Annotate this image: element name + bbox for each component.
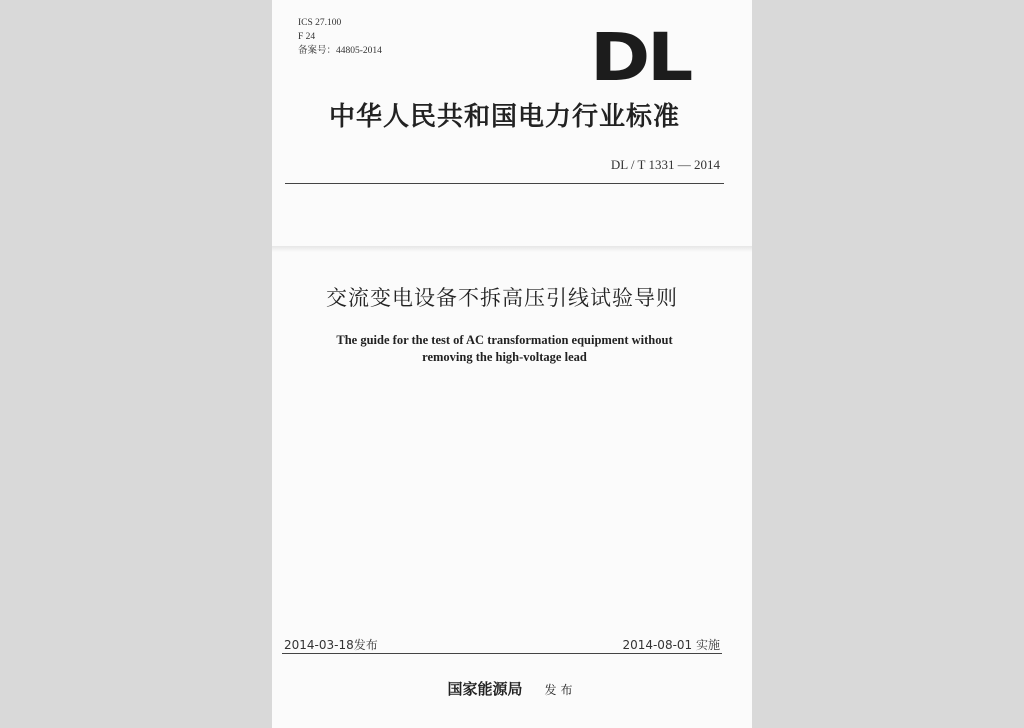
divider-bottom — [282, 653, 722, 654]
document-title-cn: 交流变电设备不拆高压引线试验导则 — [326, 286, 678, 310]
publish-action: 发布 — [544, 683, 577, 697]
publisher-name: 国家能源局 — [447, 680, 523, 698]
document-title-en — [272, 332, 737, 366]
record-number: 备案号：44805-2014 — [298, 46, 382, 56]
standard-code: DL / T 1331 — 2014 — [610, 157, 720, 172]
dl-logo: DL — [590, 19, 690, 96]
document-page — [272, 0, 752, 728]
standard-title: 中华人民共和国电力行业标准 — [328, 102, 680, 132]
ics-code: ICS 27.100 — [298, 18, 342, 28]
page-crease — [272, 246, 752, 252]
title-en-line-2: removing the high-voltage lead — [422, 350, 587, 364]
classification-block — [298, 16, 382, 58]
divider-top — [285, 183, 724, 184]
implementation-date: 2014-08-01 实施 — [622, 638, 720, 652]
issue-date: 2014-03-18发布 — [284, 638, 378, 652]
title-en-line-1: The guide for the test of AC transformation equipment without — [336, 333, 673, 347]
ccs-code: F 24 — [298, 32, 316, 42]
publisher-line — [272, 678, 752, 699]
